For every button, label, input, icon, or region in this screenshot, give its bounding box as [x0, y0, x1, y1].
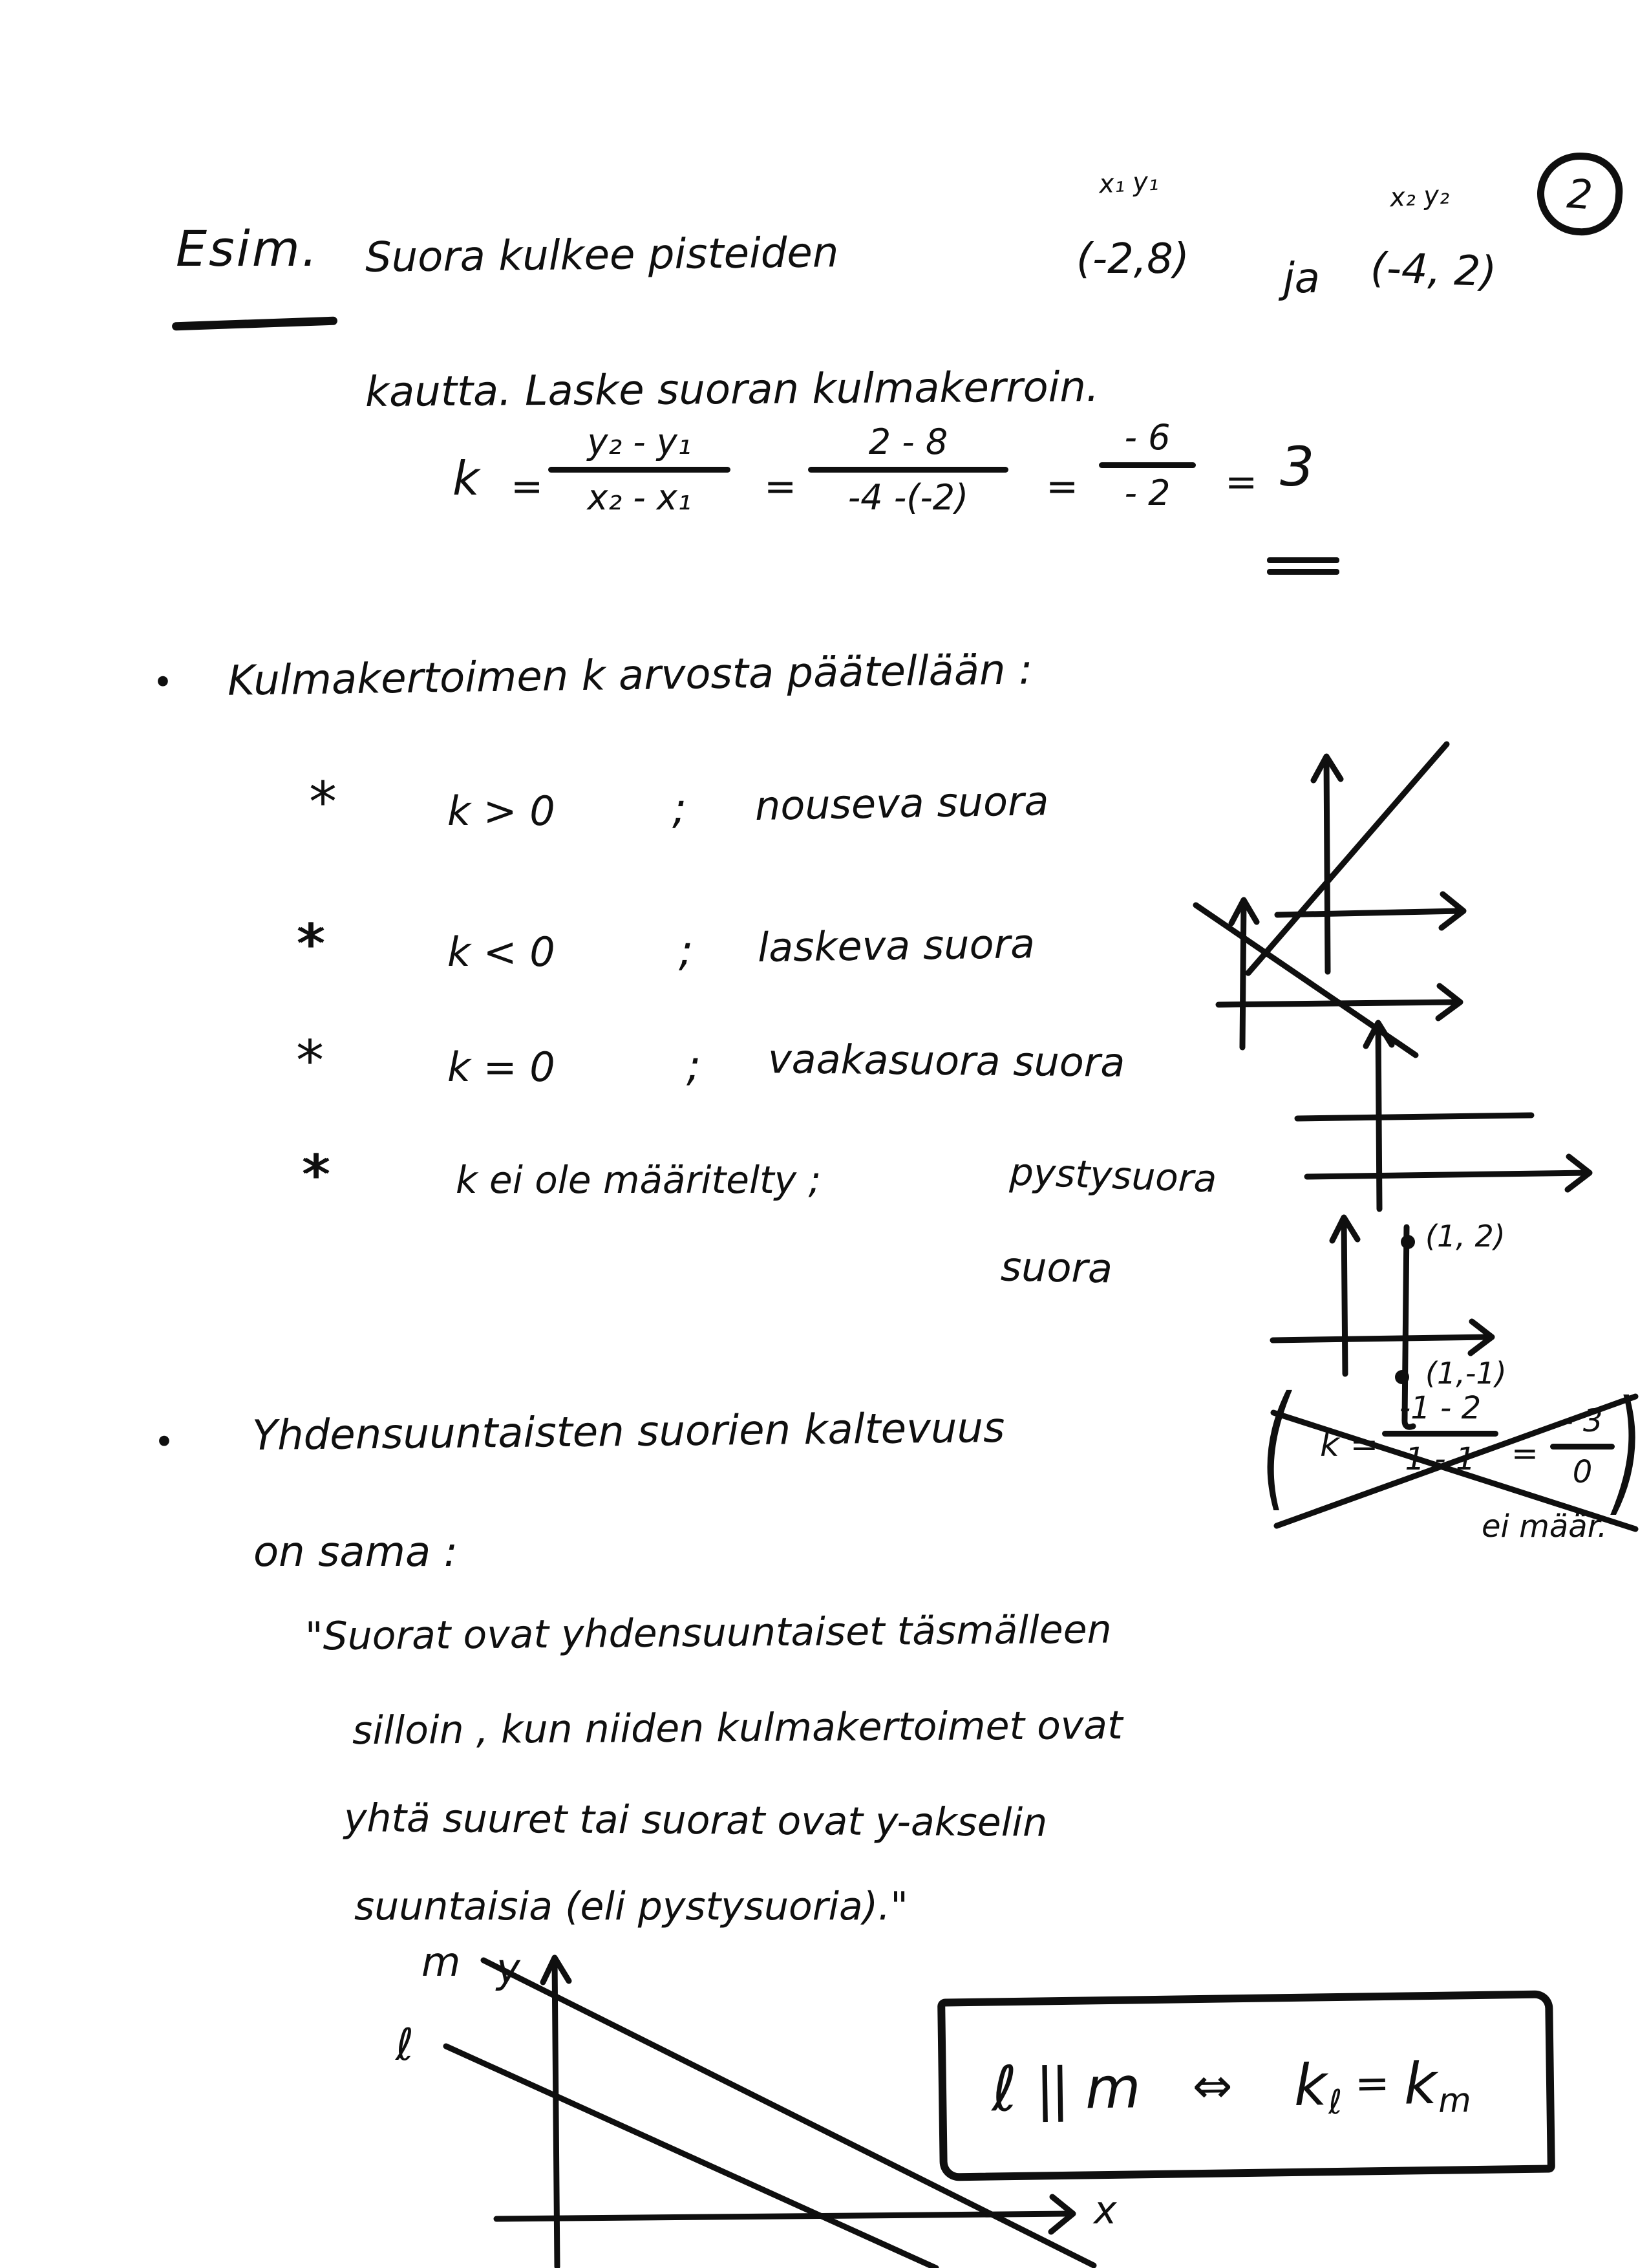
- fraction-denominator: - 2: [1124, 473, 1171, 513]
- star-marker: *: [296, 912, 324, 977]
- example-sentence2: kautta. Laske suoran kulmakerroin.: [365, 363, 1100, 416]
- page-number: 2: [1565, 169, 1595, 219]
- fraction-bar: [1099, 462, 1196, 468]
- example-sentence1: Suora kulkee pisteiden: [365, 229, 839, 282]
- example-label: Esim.: [176, 220, 319, 277]
- bullet-dot: •: [153, 662, 173, 703]
- formula-fraction-numeric: [808, 422, 1008, 518]
- case-description: vaakasuora suora: [767, 1035, 1125, 1086]
- quote-line4: suuntaisia (eli pystysuoria).": [354, 1884, 908, 1929]
- fraction-denominator: 0: [1572, 1454, 1593, 1490]
- rule-l: ℓ: [991, 2052, 1018, 2126]
- case-condition: k ei ole määritelty ;: [456, 1158, 822, 1202]
- iff-arrow: ⇔: [1192, 2058, 1233, 2115]
- quote-line2: silloin , kun niiden kulmakertoimet ovat: [352, 1702, 1123, 1754]
- formula-eq2: =: [764, 464, 797, 509]
- axis-label-x: x: [1094, 2188, 1117, 2233]
- quote-line1: "Suorat ovat yhdensuuntaiset täsmälleen: [304, 1607, 1112, 1660]
- case-description: nouseva suora: [754, 777, 1049, 829]
- point-label-1-minus1: (1,-1): [1425, 1356, 1507, 1391]
- formula-fraction-result: [1099, 417, 1196, 513]
- formula-fraction-symbolic: [548, 422, 730, 518]
- fraction-denominator: -4 -(-2): [847, 477, 969, 518]
- fraction-denominator: 1 - 1: [1405, 1441, 1476, 1477]
- formula-k: k: [452, 451, 480, 506]
- line-label-l: ℓ: [396, 2020, 414, 2071]
- side-note-close-paren: ): [1615, 1371, 1643, 1529]
- formula-eq4: =: [1225, 460, 1258, 505]
- side-note-k-equals: k =: [1320, 1426, 1379, 1464]
- coord-annotation-x1y1: x₁ y₁: [1098, 166, 1160, 200]
- case-condition: k > 0: [447, 787, 555, 835]
- side-note-open-paren: (: [1262, 1367, 1290, 1524]
- page-number-badge: [1535, 150, 1626, 239]
- example-label-underline: [172, 317, 337, 331]
- case-separator: ;: [679, 926, 694, 976]
- rule-k1-subscript: ℓ: [1328, 2082, 1343, 2123]
- rule-k1: k: [1293, 2051, 1328, 2119]
- example-point2: (-4, 2): [1369, 244, 1498, 297]
- axis-label-y: y: [496, 1945, 520, 1992]
- rule-m: m: [1085, 2053, 1142, 2121]
- rule-equals: =: [1354, 2059, 1390, 2108]
- fraction-numerator: 2 - 8: [868, 422, 948, 462]
- formula-eq1: =: [511, 464, 544, 509]
- fraction-numerator: y₂ - y₁: [587, 422, 692, 462]
- star-marker: *: [309, 770, 337, 835]
- fraction-numerator: - 6: [1124, 417, 1171, 458]
- fraction-bar: [808, 467, 1008, 473]
- case-description: pystysuora: [1008, 1150, 1218, 1201]
- example-conjunction: ja: [1283, 255, 1320, 303]
- case-separator: ;: [672, 784, 687, 833]
- parallel-rule-box: [937, 1990, 1555, 2181]
- fraction-denominator: x₂ - x₁: [587, 477, 692, 518]
- case-condition: k < 0: [447, 928, 555, 976]
- parallel-symbol: ||: [1034, 2055, 1067, 2123]
- formula-eq3: =: [1046, 464, 1079, 509]
- rule-k2: k: [1403, 2049, 1438, 2117]
- fraction-bar: [548, 467, 730, 473]
- parallel-heading-line2: on sama :: [253, 1528, 458, 1576]
- example-point1: (-2,8): [1076, 235, 1189, 283]
- line-label-m: m: [421, 1938, 461, 1985]
- case-separator: ;: [686, 1041, 701, 1091]
- quote-line3: yhtä suuret tai suorat ovat y-akselin: [343, 1795, 1048, 1846]
- case-condition: k = 0: [447, 1043, 555, 1091]
- point-label-1-2: (1, 2): [1425, 1219, 1505, 1254]
- parallel-heading-line1: Yhdensuuntaisten suorien kaltevuus: [251, 1404, 1005, 1460]
- case-description: laskeva suora: [757, 920, 1036, 971]
- bullet-dot: •: [154, 1422, 175, 1462]
- side-note-equals: =: [1511, 1435, 1538, 1472]
- case-description-cont: suora: [1000, 1243, 1113, 1292]
- result-double-underline: [1267, 557, 1339, 581]
- side-note-caption: ei määr.: [1482, 1508, 1608, 1545]
- fraction-numerator: - 3: [1562, 1403, 1603, 1439]
- cases-heading: Kulmakertoimen k arvosta päätellään :: [227, 646, 1033, 705]
- fraction-numerator: -1 - 2: [1399, 1390, 1482, 1426]
- star-marker: *: [301, 1143, 329, 1208]
- rule-k2-subscript: m: [1438, 2081, 1472, 2121]
- star-marker: *: [296, 1029, 324, 1093]
- formula-result: 3: [1280, 435, 1315, 498]
- coord-annotation-x2y2: x₂ y₂: [1388, 180, 1451, 213]
